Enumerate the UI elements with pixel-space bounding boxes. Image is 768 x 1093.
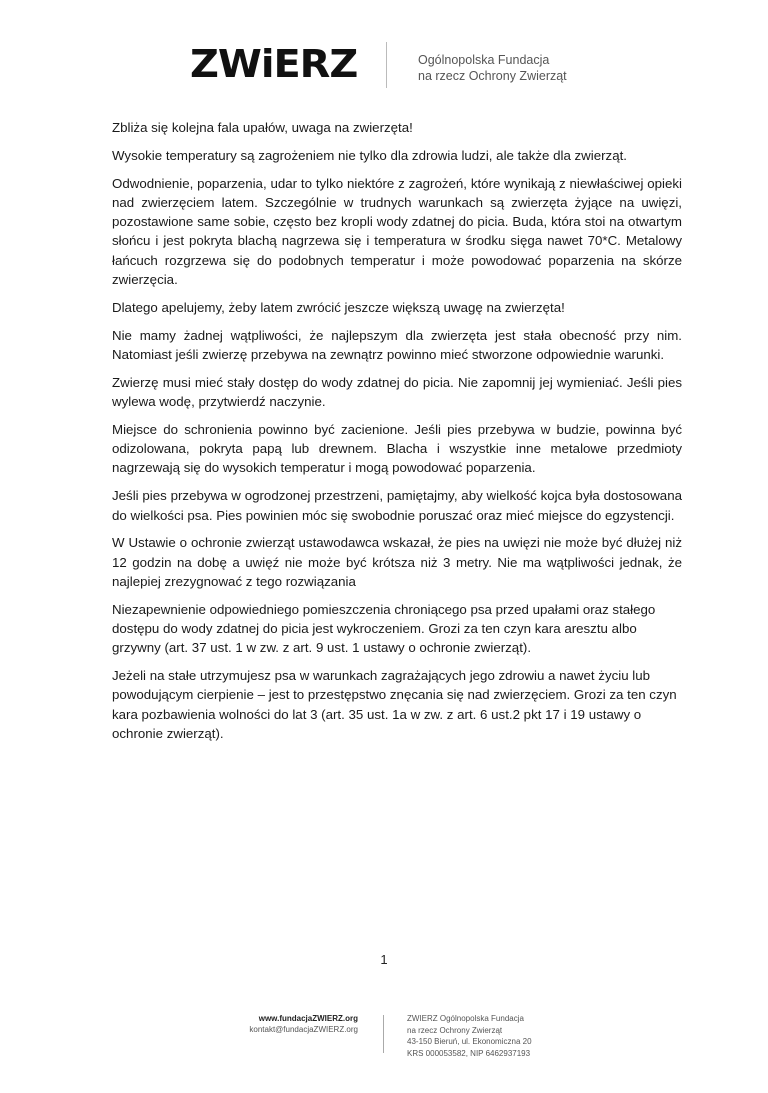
paragraph: Jeśli pies przebywa w ogrodzonej przestrzeni, pamiętajmy, aby wielkość kojca była dostosowana do wielkości psa. Pies powinien móc się swobodnie poruszać oraz mieć miejsce do egzystencji. xyxy=(112,488,682,523)
footer-contact xyxy=(225,1013,358,1035)
letterhead xyxy=(190,38,610,94)
paragraph-title: Zbliża się kolejna fala upałów, uwaga na zwierzęta! xyxy=(112,120,413,135)
footer-registry: KRS 000053582, NIP 6462937193 xyxy=(407,1048,531,1058)
paragraph: Jeżeli na stałe utrzymujesz psa w warunkach zagrażających jego zdrowiu a nawet życiu lub powodującym cierpienie – jest to przestępstwo znęcania się nad zwierzęciem. Grozi za ten czyn kara pozbawienia wolności do lat 3 (art. 35 ust. 1a w zw. z art. 6 ust.2 pkt 17 i 19 ustawy o ochronie zwierząt). xyxy=(112,668,677,742)
page-number: 1 xyxy=(380,952,388,967)
paragraph: Miejsce do schronienia powinno być zacienione. Jeśli pies przebywa w budzie, powinna być odizolowana, pokryta papą lub drewnem. Blacha i wszystkie inne metalowe przedmioty nagrzewają się do wysokich temperatur i mogą powodować poparzenia. xyxy=(112,421,682,476)
zwierz-logo: ZWiERZ xyxy=(190,42,358,86)
paragraph: Odwodnienie, poparzenia, udar to tylko niektóre z zagrożeń, które wynikają z niewłaściwej opieki nad zwierzęciem latem. Szczególnie w trudnych warunkach są zwierzęta żyjące na uwięzi, pozostawione same sobie, często bez kropli wody zdatnej do picia. Buda, która stoi na otwartym słońcu i jest pokryta blachą nagrzewa się i temperatura w środku sięga nawet 70*C. Metalowy łańcuch rozgrzewa się do podobnych temperatur i może powodować poparzenia na skórze zwierzęcia. xyxy=(112,175,682,288)
logo-divider xyxy=(386,42,387,88)
paragraph: Wysokie temperatury są zagrożeniem nie tylko dla zdrowia ludzi, ale także dla zwierząt. xyxy=(112,147,627,163)
foundation-tagline xyxy=(418,52,567,84)
paragraph: Niezapewnienie odpowiedniego pomieszczenia chroniącego psa przed upałami oraz stałego dostępu do wody zdatnej do picia jest wykroczeniem. Grozi za ten czyn kara aresztu albo grzywny (art. 37 ust. 1 w zw. z art. 9 ust. 1 ustawy o ochronie zwierząt). xyxy=(112,601,656,656)
paragraph: Dlatego apelujemy, żeby latem zwrócić jeszcze większą uwagę na zwierzęta! xyxy=(112,299,565,315)
paragraph: Zwierzę musi mieć stały dostęp do wody zdatnej do picia. Nie zapomnij jej wymieniać. Jeśli pies wylewa wodę, przytwierdź naczynie. xyxy=(112,374,682,410)
paragraph: W Ustawie o ochronie zwierząt ustawodawca wskazał, że pies na uwięzi nie może być dłużej niż 12 godzin na dobę a uwięź nie może być krótsza niż 3 metry. Nie ma wątpliwości jednak, że najlepiej zrezygnować z tego rozwiązania xyxy=(112,535,682,589)
footer-email-link[interactable]: kontakt@fundacjaZWIERZ.org xyxy=(249,1025,358,1034)
tagline-line-1: Ogólnopolska Fundacja xyxy=(418,53,550,67)
footer-divider xyxy=(383,1015,384,1053)
document-body xyxy=(112,118,682,752)
footer-address-line: 43-150 Bieruń, ul. Ekonomiczna 20 xyxy=(407,1037,532,1046)
paragraph: Nie mamy żadnej wątpliwości, że najlepszym dla zwierzęta jest stała obecność przy nim. Natomiast jeśli zwierzę przebywa na zewnątrz powinno mieć stworzone odpowiednie warunki. xyxy=(112,327,682,362)
footer-website-link[interactable]: www.fundacjaZWIERZ.org xyxy=(258,1014,358,1023)
tagline-line-2: na rzecz Ochrony Zwierząt xyxy=(418,69,567,83)
footer-org-line-1: ZWIERZ Ogólnopolska Fundacja xyxy=(407,1014,524,1023)
footer-org-line-2: na rzecz Ochrony Zwierząt xyxy=(407,1025,503,1035)
footer-address xyxy=(407,1013,532,1059)
